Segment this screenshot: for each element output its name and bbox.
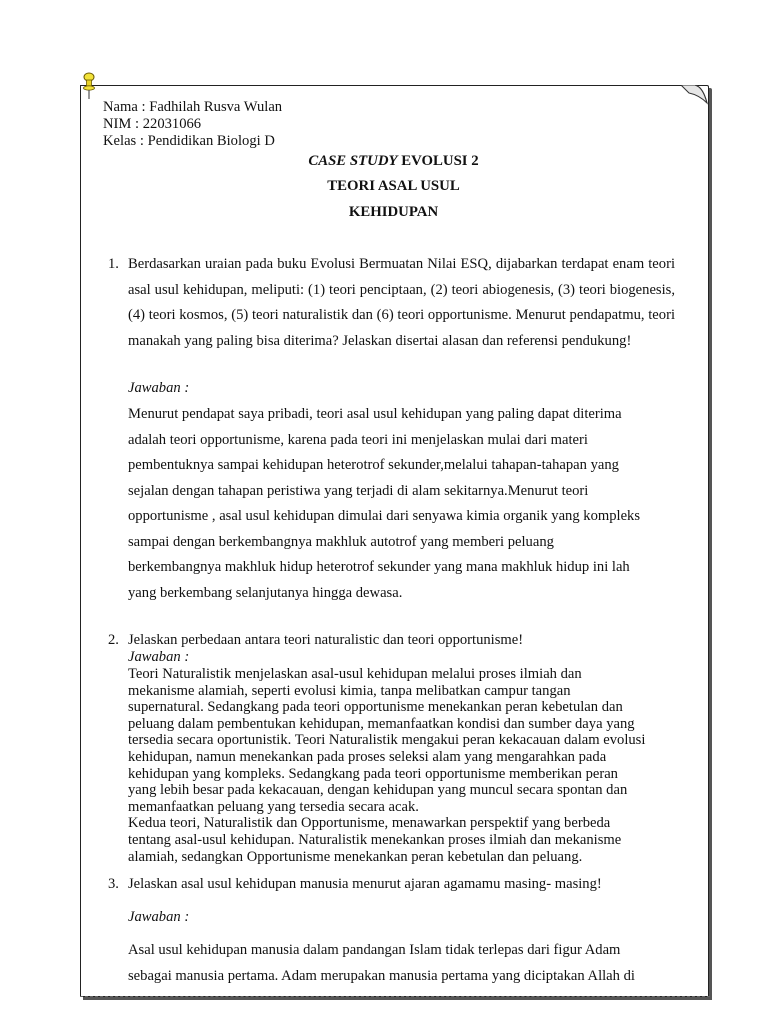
answer-line: Kedua teori, Naturalistik dan Opportunisme, menawarkan perspektif yang berbeda xyxy=(128,815,611,832)
doc-title-line1 xyxy=(80,153,707,170)
title-italic: CASE STUDY xyxy=(308,153,398,169)
answer-line: sampai dengan berkembangnya makhluk autotrof yang memberi peluang xyxy=(128,533,554,550)
answer-1-body xyxy=(128,402,675,606)
answer-line: tersedia secara oportunistik. Teori Naturalistik mengakui peran kekacauan dalam evolusi xyxy=(128,732,646,749)
answer-line: opportunisme , asal usul kehidupan dimulai dari senyawa kimia organik yang kompleks xyxy=(128,508,641,524)
question-2-text: Jelaskan perbedaan antara teori naturalistic dan teori opportunisme! xyxy=(128,632,524,648)
question-2-number: 2. xyxy=(108,632,119,648)
answer-2-body xyxy=(128,666,675,865)
answer-line: sebagai manusia pertama. Adam merupakan manusia pertama yang diciptakan Allah di xyxy=(128,967,635,984)
answer-2-label: Jawaban : xyxy=(128,649,190,665)
page-curl-icon xyxy=(681,85,709,105)
answer-line: yang berkembang selanjutanya hingga dewasa. xyxy=(128,584,403,601)
answer-line: memanfaatkan peluang yang tersedia secara acak. xyxy=(128,798,419,815)
answer-line: tentang asal-usul kehidupan. Naturalistik menekankan proses ilmiah dan mekanisme xyxy=(128,831,622,848)
answer-line: sejalan dengan tahapan peristiwa yang terjadi di alam sekitarnya.Menurut teori xyxy=(128,482,589,499)
doc-title-line2: TEORI ASAL USUL xyxy=(327,178,460,194)
answer-line: mekanisme alamiah, seperti evolusi kimia, tanpa melibatkan campur tangan xyxy=(128,682,571,699)
answer-line: Teori Naturalistik menjelaskan asal-usul kehidupan melalui proses ilmiah dan xyxy=(128,666,582,682)
answer-line: kehidupan yang kompleks. Sedangkang pada teori opportunisme memberikan peran xyxy=(128,765,618,782)
answer-line: alamiah, sedangkan Opportunisme menekankan peran kebetulan dan peluang. xyxy=(128,848,583,865)
answer-line: kehidupan, namun menekankan pada proses seleksi alam yang mengarahkan pada xyxy=(128,748,607,765)
page-bottom-divider xyxy=(80,996,710,997)
answer-line: peluang dalam pembentukan kehidupan, memanfaatkan kondisi dan sumber daya yang xyxy=(128,715,635,732)
answer-line: pembentuknya sampai kehidupan heterotrof sekunder,melalui tahapan-tahapan yang xyxy=(128,457,619,473)
student-nim: NIM : 22031066 xyxy=(103,116,202,132)
push-pin-icon xyxy=(82,72,96,100)
answer-line: supernatural. Sedangkang pada teori opportunisme menekankan peran kebetulan dan xyxy=(128,699,623,716)
answer-3-body xyxy=(128,938,675,989)
answer-line: berkembangnya makhluk hidup heterotrof sekunder yang mana makhluk hidup ini lah xyxy=(128,559,630,575)
answer-line: adalah teori opportunisme, karena pada teori ini menjelaskan mulai dari materi xyxy=(128,431,588,448)
question-1-text: Berdasarkan uraian pada buku Evolusi Bermuatan Nilai ESQ, dijabarkan terdapat enam teori asal usul kehidupan, meliputi: (1) teori penciptaan, (2) teori abiogenesis, (3) teori biogenesis, (4) teori kosmos, (5) teori naturalistik dan (6) teori opportunisme. Menurut pendapatmu, teori manakah yang paling bisa diterima? Jelaskan disertai alasan dan referensi pendukung! xyxy=(128,256,675,349)
student-name: Nama : Fadhilah Rusva Wulan xyxy=(103,99,283,115)
answer-line: Menurut pendapat saya pribadi, teori asal usul kehidupan yang paling dapat diterima xyxy=(128,406,622,422)
answer-3-label: Jawaban : xyxy=(128,909,190,925)
title-rest: EVOLUSI 2 xyxy=(397,153,479,169)
answer-line: Asal usul kehidupan manusia dalam pandangan Islam tidak terlepas dari figur Adam xyxy=(128,942,621,958)
answer-1-label: Jawaban : xyxy=(128,380,190,396)
answer-line: yang lebih besar pada kekacauan, dengan kehidupan yang muncul secara spontan dan xyxy=(128,782,628,799)
question-3-number: 3. xyxy=(108,876,119,892)
doc-title-line3: KEHIDUPAN xyxy=(348,204,439,220)
question-3-text: Jelaskan asal usul kehidupan manusia menurut ajaran agamamu masing- masing! xyxy=(128,876,602,892)
student-class: Kelas : Pendidikan Biologi D xyxy=(103,133,275,149)
question-1-number: 1. xyxy=(108,256,119,272)
